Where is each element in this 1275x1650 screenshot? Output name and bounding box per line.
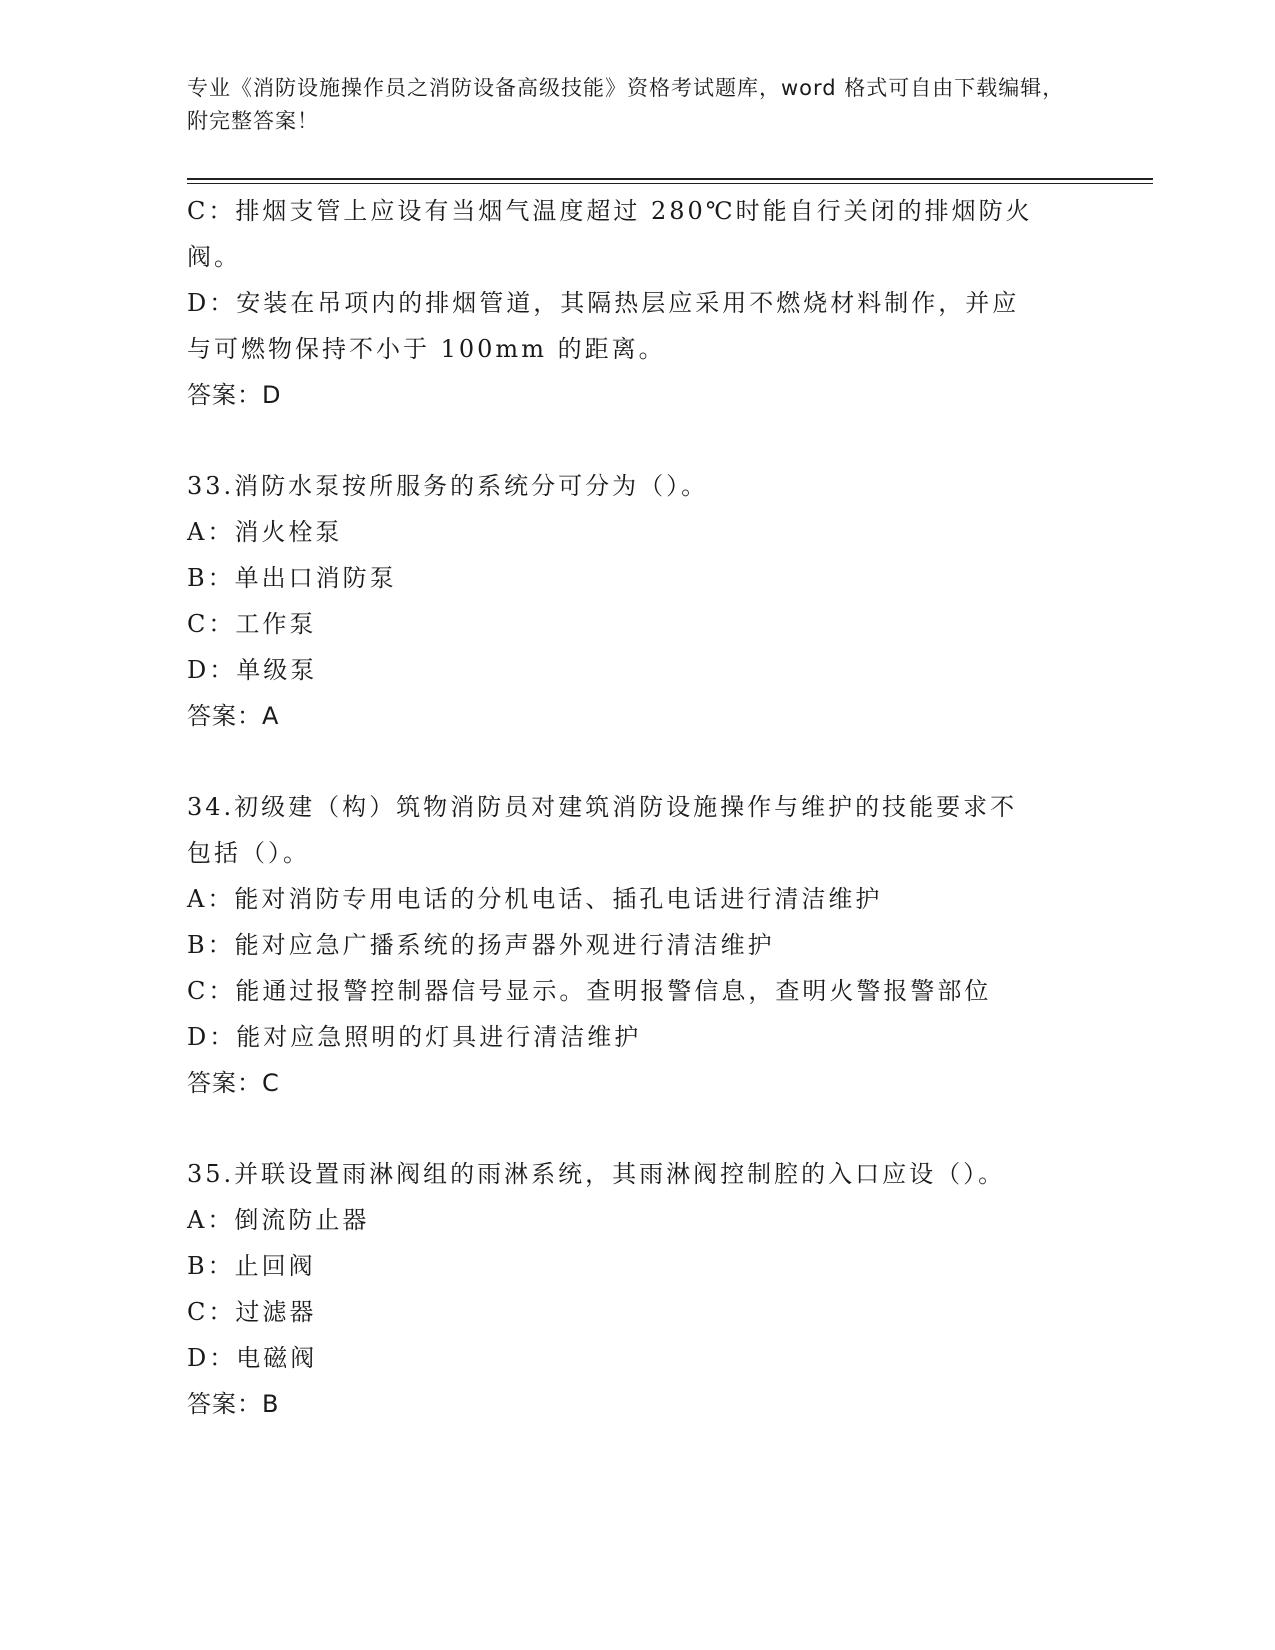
previous-question-continuation [187, 188, 1077, 418]
question-34 [187, 784, 1077, 1106]
option-c-line-1: C：排烟支管上应设有当烟气温度超过 280℃时能自行关闭的排烟防火 [187, 197, 1033, 225]
spacer [187, 1106, 1077, 1151]
question-stem-line-2: 包括（）。 [187, 839, 310, 867]
option-c: C：过滤器 [187, 1298, 317, 1326]
answer-label: 答案：D [187, 381, 282, 409]
option-a: A：倒流防止器 [187, 1206, 370, 1234]
option-d: D：单级泵 [187, 656, 318, 684]
option-c-line-2: 阀。 [187, 243, 241, 271]
option-b: B：止回阀 [187, 1252, 316, 1280]
option-d-line-2: 与可燃物保持不小于 100mm 的距离。 [187, 335, 666, 363]
answer-label: 答案：B [187, 1390, 280, 1418]
option-c: C：工作泵 [187, 610, 317, 638]
option-d: D：电磁阀 [187, 1344, 318, 1372]
question-stem: 35.并联设置雨淋阀组的雨淋系统，其雨淋阀控制腔的入口应设（）。 [187, 1160, 1006, 1188]
question-stem: 33.消防水泵按所服务的系统分可分为（）。 [187, 472, 709, 500]
answer-label: 答案：A [187, 702, 280, 730]
question-stem-line-1: 34.初级建（构）筑物消防员对建筑消防设施操作与维护的技能要求不 [187, 793, 1018, 821]
header-text: 专业《消防设施操作员之消防设备高级技能》资格考试题库，word 格式可自由下载编辑，附完整答案！ [187, 76, 1065, 133]
option-b: B：能对应急广播系统的扬声器外观进行清洁维护 [187, 931, 775, 959]
spacer [187, 418, 1077, 463]
option-d: D：能对应急照明的灯具进行清洁维护 [187, 1023, 642, 1051]
option-d-line-1: D：安装在吊项内的排烟管道，其隔热层应采用不燃烧材料制作，并应 [187, 289, 1020, 317]
page-header [187, 72, 1067, 138]
header-divider-thick [187, 178, 1153, 180]
header-divider-thin [187, 183, 1153, 184]
option-a: A：消火栓泵 [187, 518, 343, 546]
answer-label: 答案：C [187, 1069, 280, 1097]
option-b: B：单出口消防泵 [187, 564, 397, 592]
question-33 [187, 463, 1077, 739]
option-c: C：能通过报警控制器信号显示。查明报警信息，查明火警报警部位 [187, 977, 992, 1005]
spacer [187, 739, 1077, 784]
option-a: A：能对消防专用电话的分机电话、插孔电话进行清洁维护 [187, 885, 883, 913]
question-35 [187, 1151, 1077, 1427]
document-body [187, 188, 1077, 1427]
